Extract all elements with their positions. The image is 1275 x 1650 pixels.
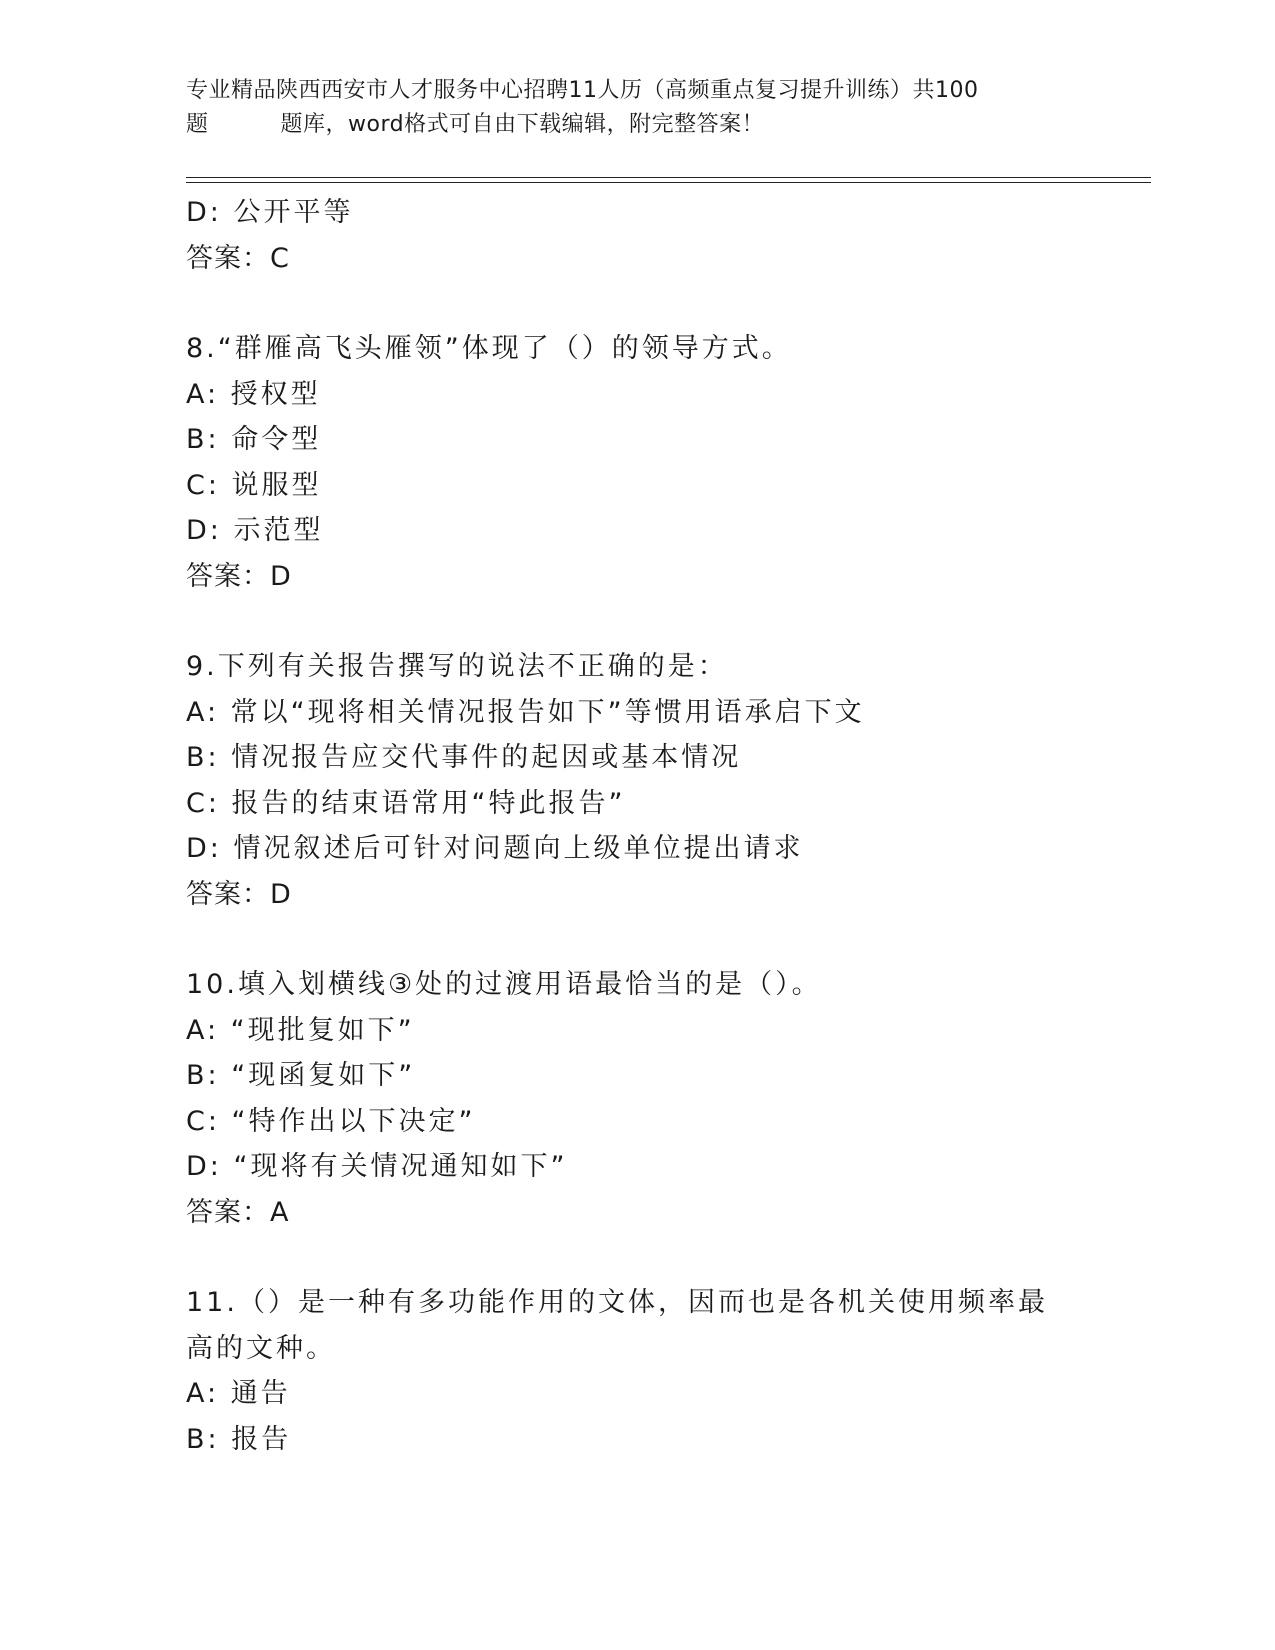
option-a: A: 授权型 xyxy=(186,378,321,410)
option-c: C: 报告的结束语常用“特此报告” xyxy=(186,787,626,819)
header-line-2 xyxy=(186,108,1086,142)
option-d: D: 公开平等 xyxy=(186,197,354,228)
option-b: B: 命令型 xyxy=(186,424,322,455)
answer: 答案：C xyxy=(186,242,290,274)
option-b: B: “现函复如下” xyxy=(186,1060,416,1091)
question-stem: 10.填入划横线③处的过渡用语最恰当的是（）。 xyxy=(186,969,822,1000)
question-11 xyxy=(186,1280,1086,1462)
option-b: B: 报告 xyxy=(186,1423,292,1455)
option-b: B: 情况报告应交代事件的起因或基本情况 xyxy=(186,742,742,773)
header-line-2-rest: 题库，word格式可自由下载编辑，附完整答案！ xyxy=(280,112,765,137)
question-8 xyxy=(186,326,1086,599)
option-c: C: “特作出以下决定” xyxy=(186,1105,476,1137)
option-c: C: 说服型 xyxy=(186,469,322,501)
question-list xyxy=(186,190,1086,1462)
answer: 答案：A xyxy=(186,1196,290,1228)
option-a: A: 通告 xyxy=(186,1378,291,1409)
option-d: D: 情况叙述后可针对问题向上级单位提出请求 xyxy=(186,833,804,864)
header-line-1: 专业精品陕西西安市人才服务中心招聘11人历（高频重点复习提升训练）共100 xyxy=(186,78,979,103)
option-d: D: “现将有关情况通知如下” xyxy=(186,1151,568,1182)
document-header xyxy=(186,74,1086,142)
question-7-tail xyxy=(186,190,1086,281)
answer: 答案：D xyxy=(186,560,292,592)
question-9 xyxy=(186,644,1086,917)
option-d: D: 示范型 xyxy=(186,515,324,546)
question-stem: 8.“群雁高飞头雁领”体现了（）的领导方式。 xyxy=(186,333,792,364)
question-10 xyxy=(186,962,1086,1235)
header-divider-top xyxy=(186,177,1151,178)
option-a: A: “现批复如下” xyxy=(186,1014,415,1046)
header-divider-bottom xyxy=(186,182,1151,183)
question-stem: 9.下列有关报告撰写的说法不正确的是： xyxy=(186,651,728,682)
question-stem: 11.（）是一种有多功能作用的文体，因而也是各机关使用频率最高的文种。 xyxy=(186,1287,1048,1364)
header-line-2-start: 题 xyxy=(186,112,209,137)
option-a: A: 常以“现将相关情况报告如下”等惯用语承启下文 xyxy=(186,696,865,728)
answer: 答案：D xyxy=(186,878,292,910)
